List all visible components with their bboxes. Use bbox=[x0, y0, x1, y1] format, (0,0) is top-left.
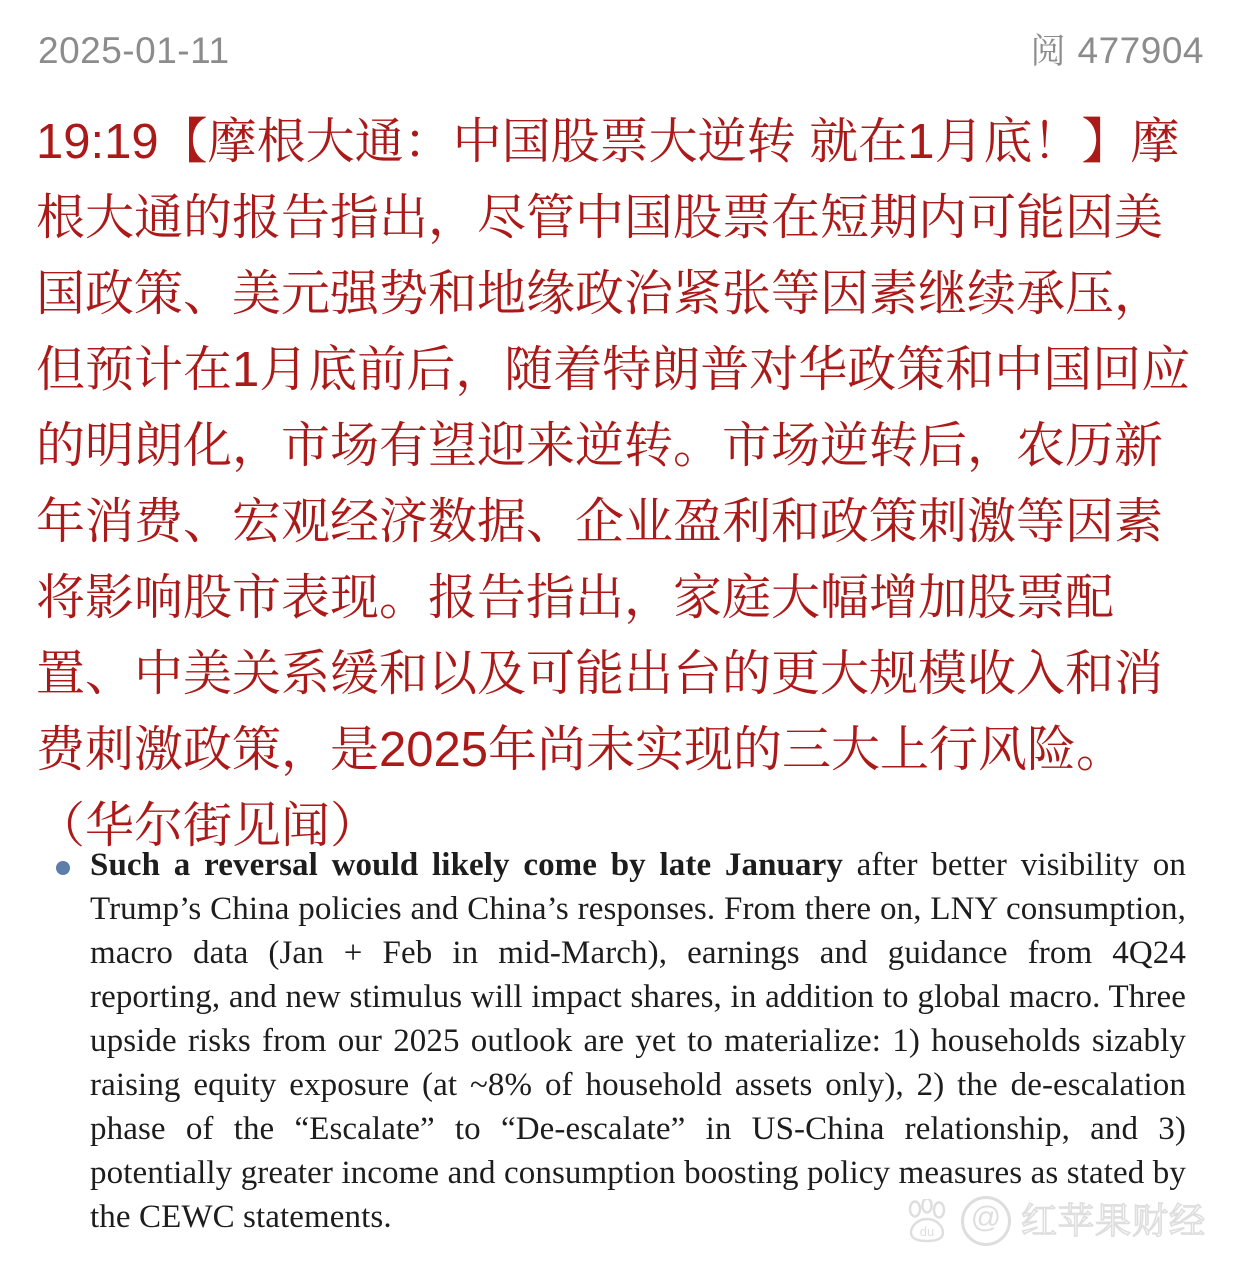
baidu-paw-icon bbox=[905, 1199, 951, 1243]
views-count-value: 477904 bbox=[1077, 29, 1204, 71]
article-body-text: 摩根大通的报告指出，尽管中国股票在短期内可能因美国政策、美元强势和地缘政治紧张等因素继续承压，但预计在1月底前后，随着特朗普对华政策和中国回应的明朗化，市场有望迎来逆转。市场逆转后，农历新年消费、宏观经济数据、企业盈利和政策刺激等因素将影响股市表现。报告指出，家庭大幅增加股票配置、中美关系缓和以及可能出台的更大规模收入和消费刺激政策，是2025年尚未实现的三大上行风险。 bbox=[36, 115, 1191, 777]
bullet-point-icon bbox=[56, 861, 70, 875]
article-source: （华尔街见闻） bbox=[36, 799, 380, 853]
excerpt-rest-text: after better visibility on Trump’s China policies and China’s responses. From there on, LNY consumption, macro data (Jan + Feb in mid-March), earnings and guidance from 4Q24 reporting, and new stimulus will impact shares, in addition to global macro. Three upside risks from our 2025 outlook are yet to materialize: 1) households sizably raising equity exposure (at ~8% of household assets only), 2) the de-escalation phase of the “Escalate” to “De-escalate” in US-China relationship, and 3) potentially greater income and consumption boosting policy measures as stated by the CEWC statements. bbox=[90, 847, 1186, 1235]
article-headline: 【摩根大通：中国股票大逆转 就在1月底！】 bbox=[158, 115, 1131, 169]
at-symbol-icon: @ bbox=[961, 1196, 1011, 1246]
article-meta-row bbox=[38, 26, 1204, 74]
svg-text:du: du bbox=[919, 1224, 935, 1239]
watermark-account-name: 红苹果财经 bbox=[1020, 1200, 1206, 1241]
english-excerpt-block bbox=[56, 843, 1186, 1239]
article-red-text bbox=[36, 104, 1208, 864]
view-count-group bbox=[1030, 29, 1204, 71]
excerpt-paragraph bbox=[90, 843, 1186, 1239]
views-read-icon: 阅 bbox=[1030, 31, 1066, 71]
publish-date: 2025-01-11 bbox=[38, 29, 230, 71]
watermark bbox=[905, 1196, 1206, 1246]
article-time: 19:19 bbox=[36, 115, 159, 169]
excerpt-bold-lead: Such a reversal would likely come by late January bbox=[90, 847, 843, 883]
